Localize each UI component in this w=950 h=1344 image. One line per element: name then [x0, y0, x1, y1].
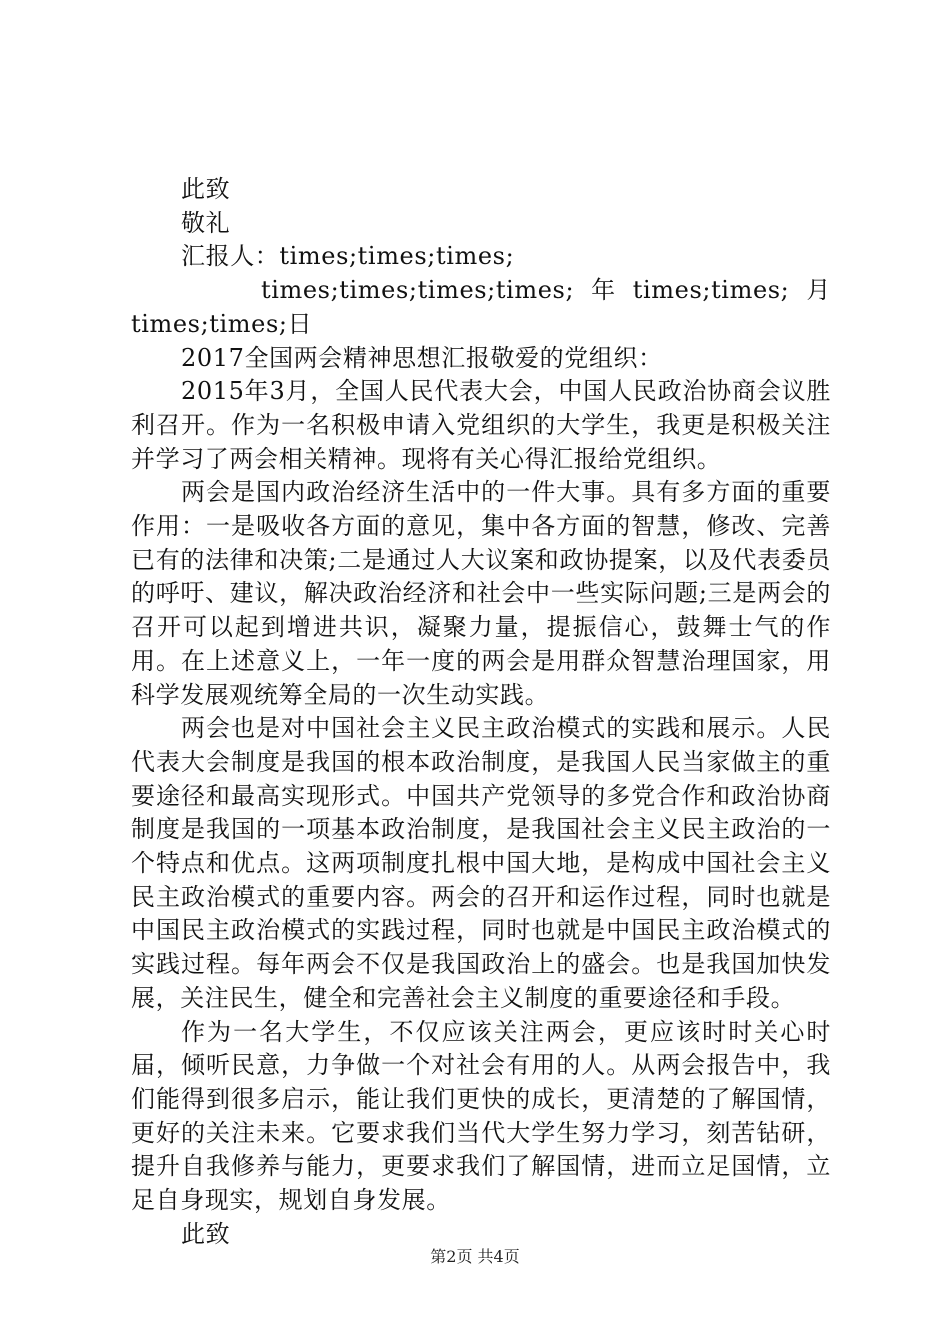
paragraph-2: 两会是国内政治经济生活中的一件大事。具有多方面的重要作用：一是吸收各方面的意见，集中各方面的智慧，修改、完善已有的法律和决策;二是通过人大议案和政协提案，以及代表委员的呼吁、建议，解决政治经济和社会中一些实际问题;三是两会的召开可以起到增进共识，凝聚力量，提振信心，鼓舞士气的作用。在上述意义上，一年一度的两会是用群众智慧治理国家，用科学发展观统筹全局的一次生动实践。	[131, 478, 831, 709]
page-footer: 第2页 共4页	[430, 1247, 520, 1266]
date-line-continued: times;times;日	[131, 309, 313, 338]
document-body	[131, 173, 831, 1252]
paragraph-4: 作为一名大学生，不仅应该关注两会，更应该时时关心时届，倾听民意，力争做一个对社会有用的人。从两会报告中，我们能得到很多启示，能让我们更快的成长，更清楚的了解国情，更好的关注未来。它要求我们当代大学生努力学习，刻苦钻研，提升自我修养与能力，更要求我们了解国情，进而立足国情，立足自身现实，规划自身发展。	[131, 1017, 831, 1215]
closing-text: 此致	[181, 175, 231, 203]
paragraph-3: 两会也是对中国社会主义民主政治模式的实践和展示。人民代表大会制度是我国的根本政治制度，是我国人民当家做主的重要途径和最高实现形式。中国共产党领导的多党合作和政治协商制度是我国的一项基本政治制度，是我国社会主义民主政治的一个特点和优点。这两项制度扎根中国大地，是构成中国社会主义民主政治模式的重要内容。两会的召开和运作过程，同时也就是中国民主政治模式的实践过程，同时也就是中国民主政治模式的实践过程。每年两会不仅是我国政治上的盛会。也是我国加快发展，关注民生，健全和完善社会主义制度的重要途径和手段。	[131, 714, 831, 1012]
date-seg1: times;times;times;times;	[261, 276, 575, 305]
date-line	[131, 274, 831, 308]
date-month: 月	[806, 276, 831, 305]
report-heading: 2017全国两会精神思想汇报敬爱的党组织：	[181, 343, 663, 372]
reporter-line: 汇报人：times;times;times;	[181, 242, 515, 271]
salute-text: 敬礼	[181, 208, 231, 237]
paragraph-1: 2015年3月，全国人民代表大会，中国人民政治协商会议胜利召开。作为一名积极申请入党组织的大学生，我更是积极关注并学习了两会相关精神。现将有关心得汇报给党组织。	[131, 377, 831, 473]
report-closing: 此致	[181, 1219, 231, 1248]
date-year: 年	[591, 276, 616, 305]
date-seg2: times;times;	[632, 276, 790, 305]
